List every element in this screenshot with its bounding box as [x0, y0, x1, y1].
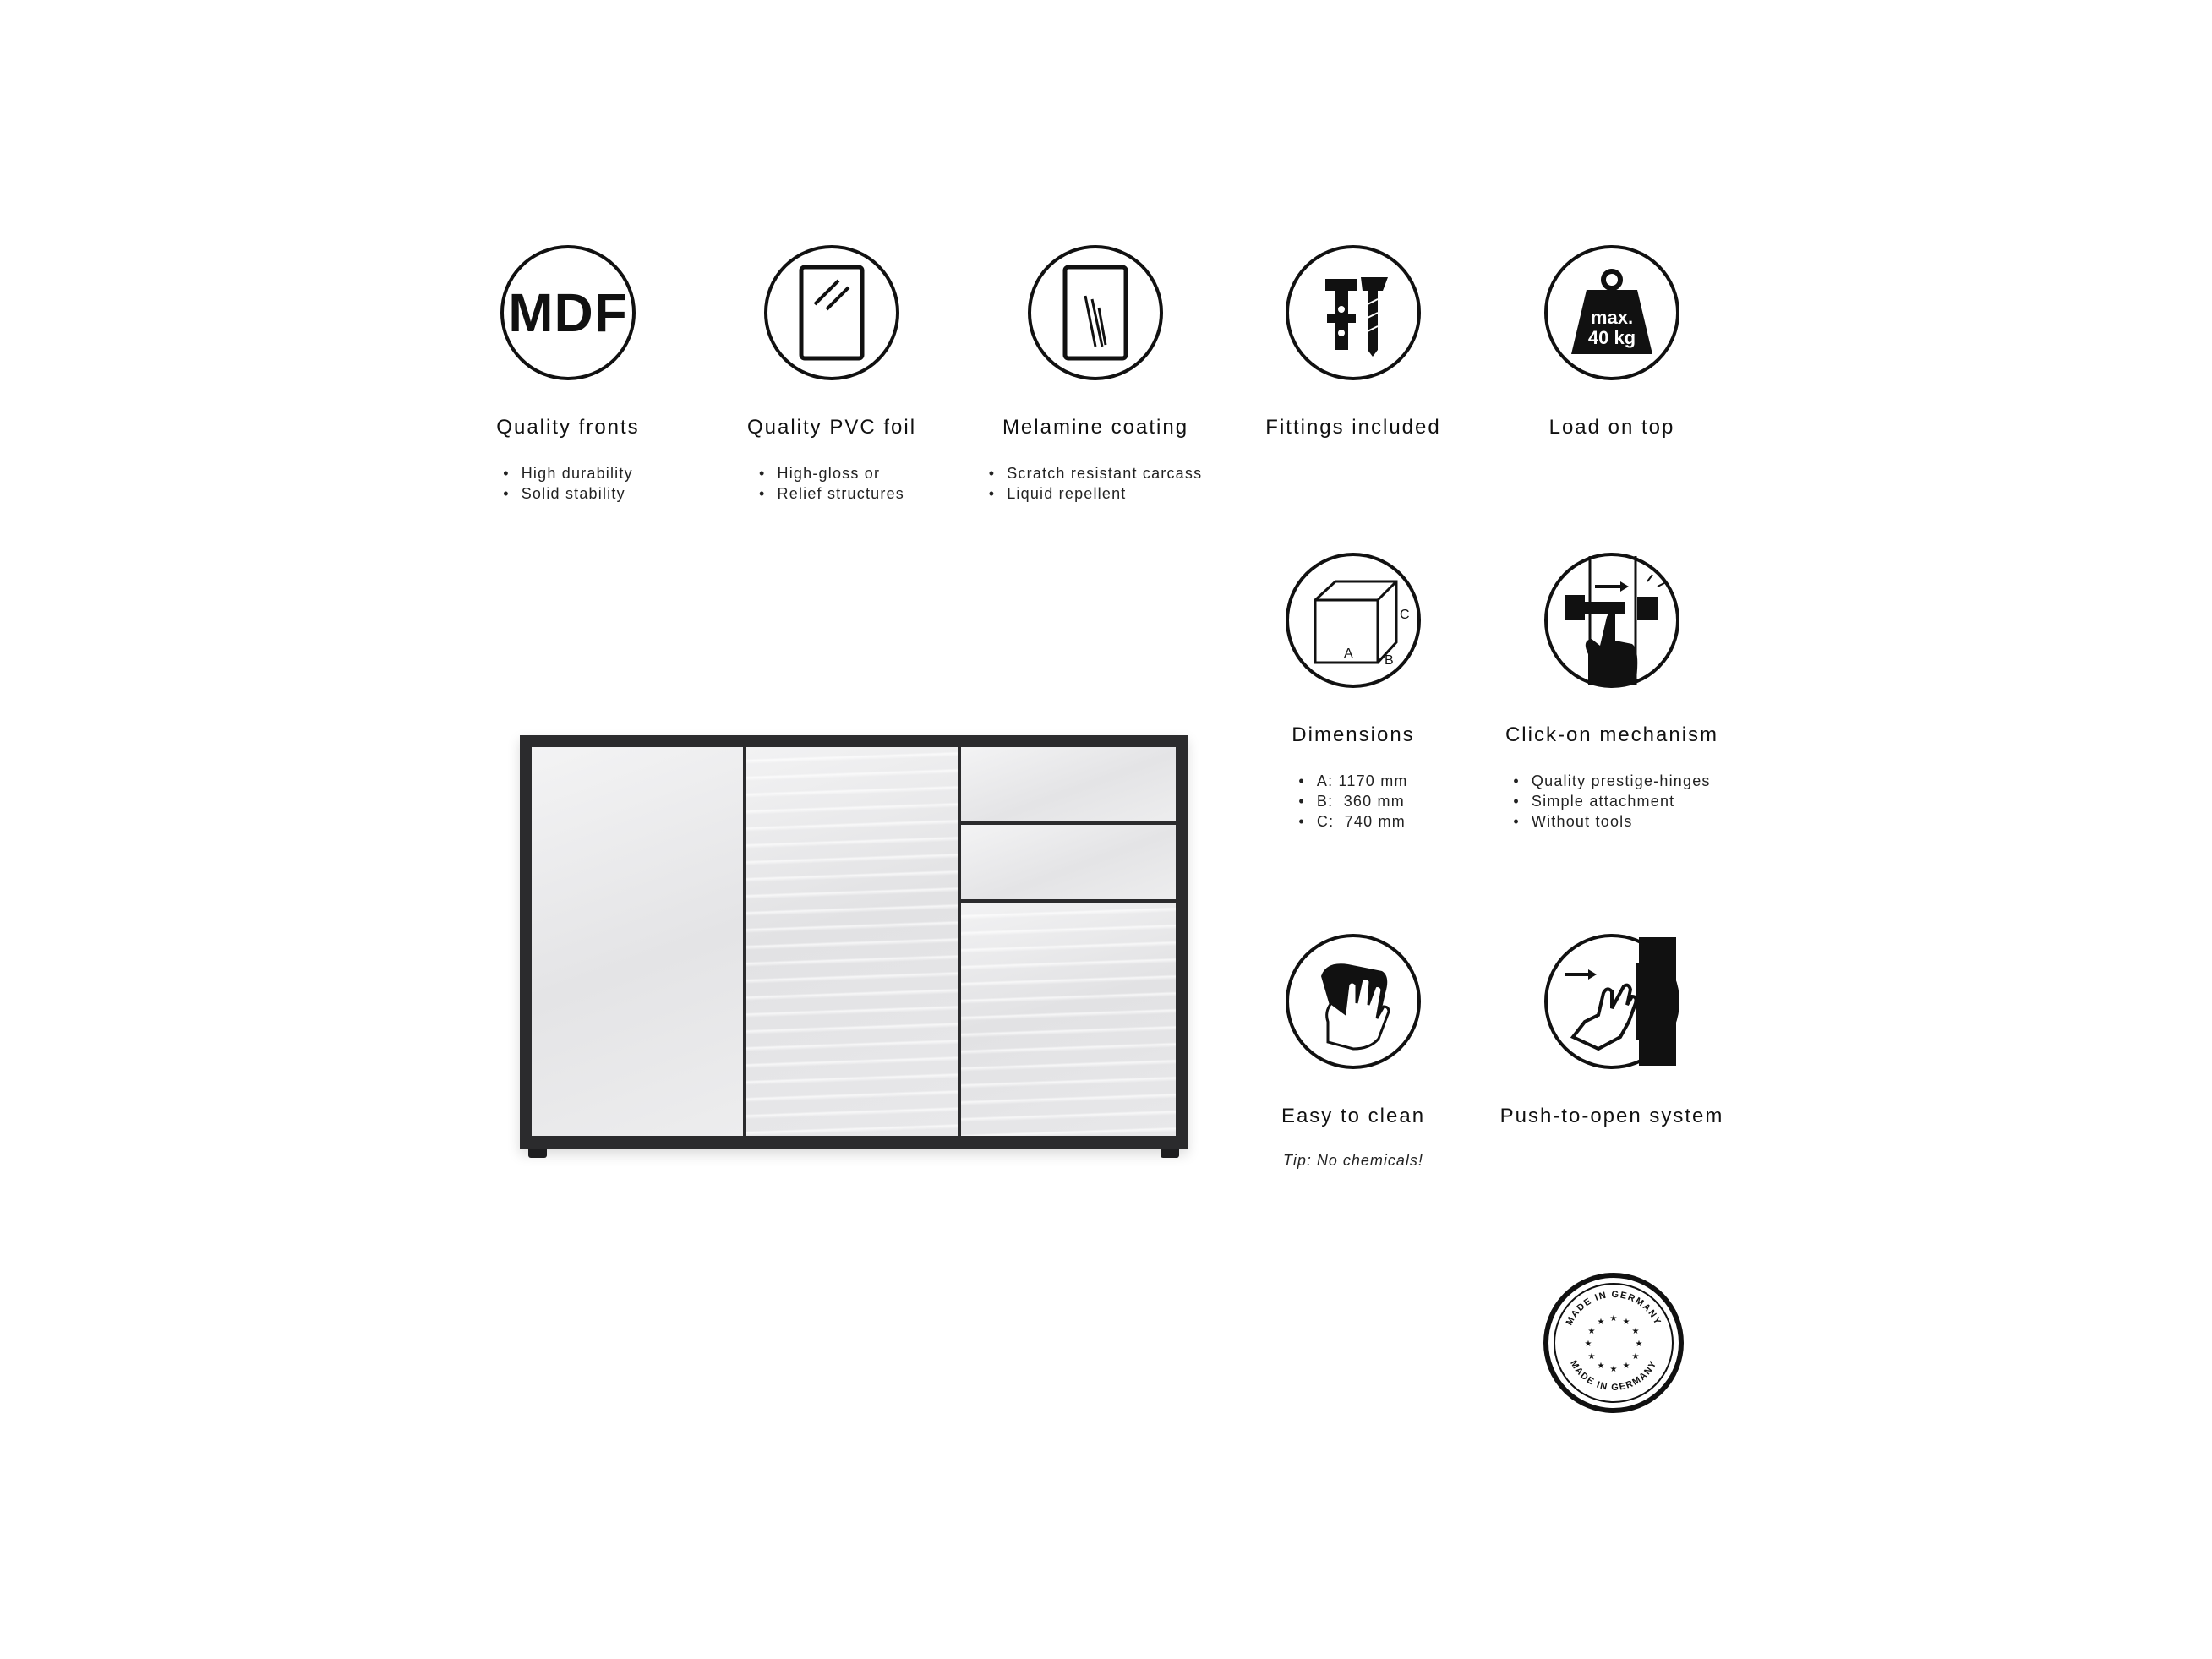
seal-star: ★ — [1631, 1327, 1640, 1336]
seal-star: ★ — [1622, 1318, 1630, 1328]
sideboard-door-middle — [746, 747, 958, 1136]
mdf-icon — [500, 245, 636, 380]
bullet-item: • B: 360 mm — [1298, 791, 1407, 811]
weight-icon — [1544, 245, 1679, 380]
feature-title: Melamine coating — [1002, 416, 1189, 439]
sideboard-foot-right — [1161, 1149, 1179, 1158]
bullet-item: • Quality prestige-hinges — [1513, 771, 1710, 791]
feature-load — [1485, 245, 1739, 439]
feature-title: Quality PVC foil — [746, 416, 917, 439]
feature-quality-fronts — [441, 245, 695, 504]
scratch-panel-icon — [1028, 245, 1163, 380]
bullet-item: • C: 740 mm — [1298, 811, 1407, 832]
seal-star: ★ — [1622, 1361, 1630, 1371]
dimension-label-b: B — [1385, 653, 1394, 668]
weight-icon-line1: max. — [1590, 307, 1634, 328]
sideboard-drawer-top — [961, 747, 1176, 821]
bullet-item: • High durability — [503, 463, 633, 483]
feature-bullets — [503, 463, 633, 504]
bullet-item: • Without tools — [1513, 811, 1710, 832]
feature-tip: Tip: No chemicals! — [1283, 1152, 1423, 1169]
feature-melamine — [969, 245, 1222, 504]
seal-star: ★ — [1587, 1327, 1596, 1336]
seal-star: ★ — [1597, 1361, 1605, 1371]
feature-click-on — [1485, 553, 1739, 832]
mdf-icon-label: MDF — [508, 282, 628, 343]
bullet-item: • Relief structures — [759, 483, 904, 504]
feature-bullets — [1298, 771, 1407, 832]
feature-bullets — [1513, 771, 1710, 832]
made-in-germany-seal — [1543, 1272, 1685, 1414]
feature-bullets — [759, 463, 904, 504]
dimension-label-a: A — [1344, 647, 1353, 661]
feature-title: Click-on mechanism — [1505, 723, 1719, 746]
feature-title: Quality fronts — [496, 416, 640, 439]
seal-star: ★ — [1597, 1318, 1605, 1328]
bullet-item: • Solid stability — [503, 483, 633, 504]
sideboard-door-left — [532, 747, 743, 1136]
seal-star: ★ — [1584, 1340, 1592, 1349]
bullet-item: • Liquid repellent — [989, 483, 1203, 504]
seal-text-top: MADE IN GERMANY — [1564, 1289, 1663, 1328]
feature-title: Push-to-open system — [1499, 1105, 1724, 1127]
click-hinge-icon — [1544, 553, 1679, 688]
cube-dimensions-icon — [1286, 553, 1421, 688]
bullet-item: • Scratch resistant carcass — [989, 463, 1203, 483]
weight-icon-line2: 40 kg — [1587, 327, 1636, 348]
bullet-item: • Simple attachment — [1513, 791, 1710, 811]
seal-text-bottom: MADE IN GERMANY — [1568, 1358, 1659, 1394]
bullet-item: • High-gloss or — [759, 463, 904, 483]
seal-star: ★ — [1631, 1352, 1640, 1362]
sideboard-drawer-middle — [961, 825, 1176, 899]
feature-quality-pvc — [705, 245, 959, 504]
feature-fittings — [1226, 245, 1480, 439]
seal-star: ★ — [1587, 1352, 1596, 1362]
feature-dimensions — [1226, 553, 1480, 832]
feature-title: Easy to clean — [1281, 1105, 1426, 1127]
seal-star: ★ — [1609, 1365, 1618, 1374]
feature-title: Dimensions — [1292, 723, 1415, 746]
sideboard-image — [520, 735, 1188, 1158]
feature-push-open — [1485, 934, 1739, 1128]
sideboard-foot-left — [528, 1149, 547, 1158]
seal-star: ★ — [1635, 1340, 1643, 1349]
seal-star: ★ — [1609, 1314, 1618, 1323]
feature-title: Load on top — [1548, 416, 1675, 439]
cleaning-cloth-icon — [1286, 934, 1421, 1069]
bullet-item: • A: 1170 mm — [1298, 771, 1407, 791]
hinge-and-screw-icon — [1286, 245, 1421, 380]
feature-easy-clean — [1226, 934, 1480, 1170]
feature-title: Fittings included — [1265, 416, 1441, 439]
feature-bullets — [989, 463, 1203, 504]
sideboard-door-right — [961, 903, 1176, 1136]
glossy-panel-icon — [764, 245, 899, 380]
push-door-icon — [1544, 934, 1679, 1069]
dimension-label-c: C — [1400, 608, 1410, 622]
